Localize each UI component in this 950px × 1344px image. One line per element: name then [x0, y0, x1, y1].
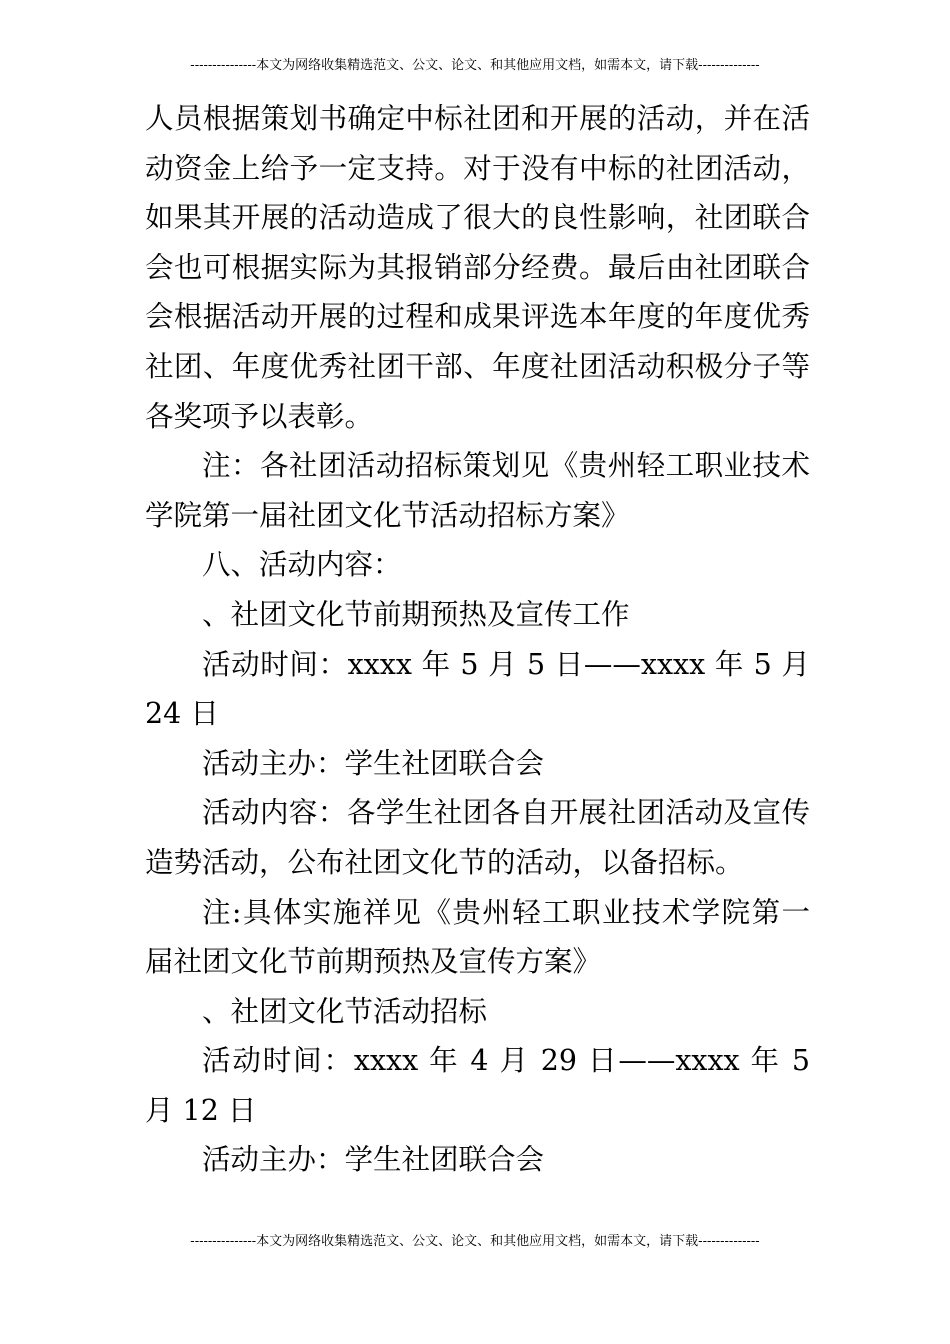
- paragraph-activity-host-2: 活动主办：学生社团联合会: [202, 1143, 545, 1177]
- paragraph-implementation-note: 注:具体实施祥见《贵州轻工职业技术学院第一届社团文化节前期预热及宣传方案》: [145, 895, 810, 979]
- paragraph-activity-host-1: 活动主办：学生社团联合会: [202, 746, 545, 780]
- page-footer: ---------------本文为网络收集精选范文、公文、论文、和其他应用文档，如需本文，请下载--------------: [190, 1234, 760, 1249]
- paragraph-awards: 人员根据策划书确定中标社团和开展的活动，并在活动资金上给予一定支持。对于没有中标的社团活动，如果其开展的活动造成了很大的良性影响，社团联合会也可根据实际为其报销部分经费。最后由社团联合会根据活动开展的过程和成果评选本年度的年度优秀社团、年度优秀社团干部、年度社团活动积极分子等各奖项予以表彰。: [145, 102, 810, 433]
- paragraph-activity-content-1: 活动内容：各学生社团各自开展社团活动及宣传造势活动，公布社团文化节的活动，以备招标。: [145, 796, 810, 879]
- section-heading-activity-content: 八、活动内容：: [202, 548, 402, 582]
- paragraph-activity-time-1: 活动时间：xxxx 年 5 月 5 日——xxxx 年 5 月 24 日: [145, 647, 810, 731]
- document-body: [145, 94, 810, 1185]
- paragraph-activity-time-2: 活动时间：xxxx 年 4 月 29 日——xxxx 年 5 月 12 日: [145, 1044, 810, 1127]
- page-header: ---------------本文为网络收集精选范文、公文、论文、和其他应用文档，如需本文，请下载--------------: [190, 58, 760, 73]
- paragraph-bidding-note: 注：各社团活动招标策划见《贵州轻工职业技术学院第一届社团文化节活动招标方案》: [145, 449, 810, 532]
- subsection-heading-preheat-publicity: 、社团文化节前期预热及宣传工作: [202, 597, 630, 631]
- subsection-heading-bidding: 、社团文化节活动招标: [202, 994, 488, 1028]
